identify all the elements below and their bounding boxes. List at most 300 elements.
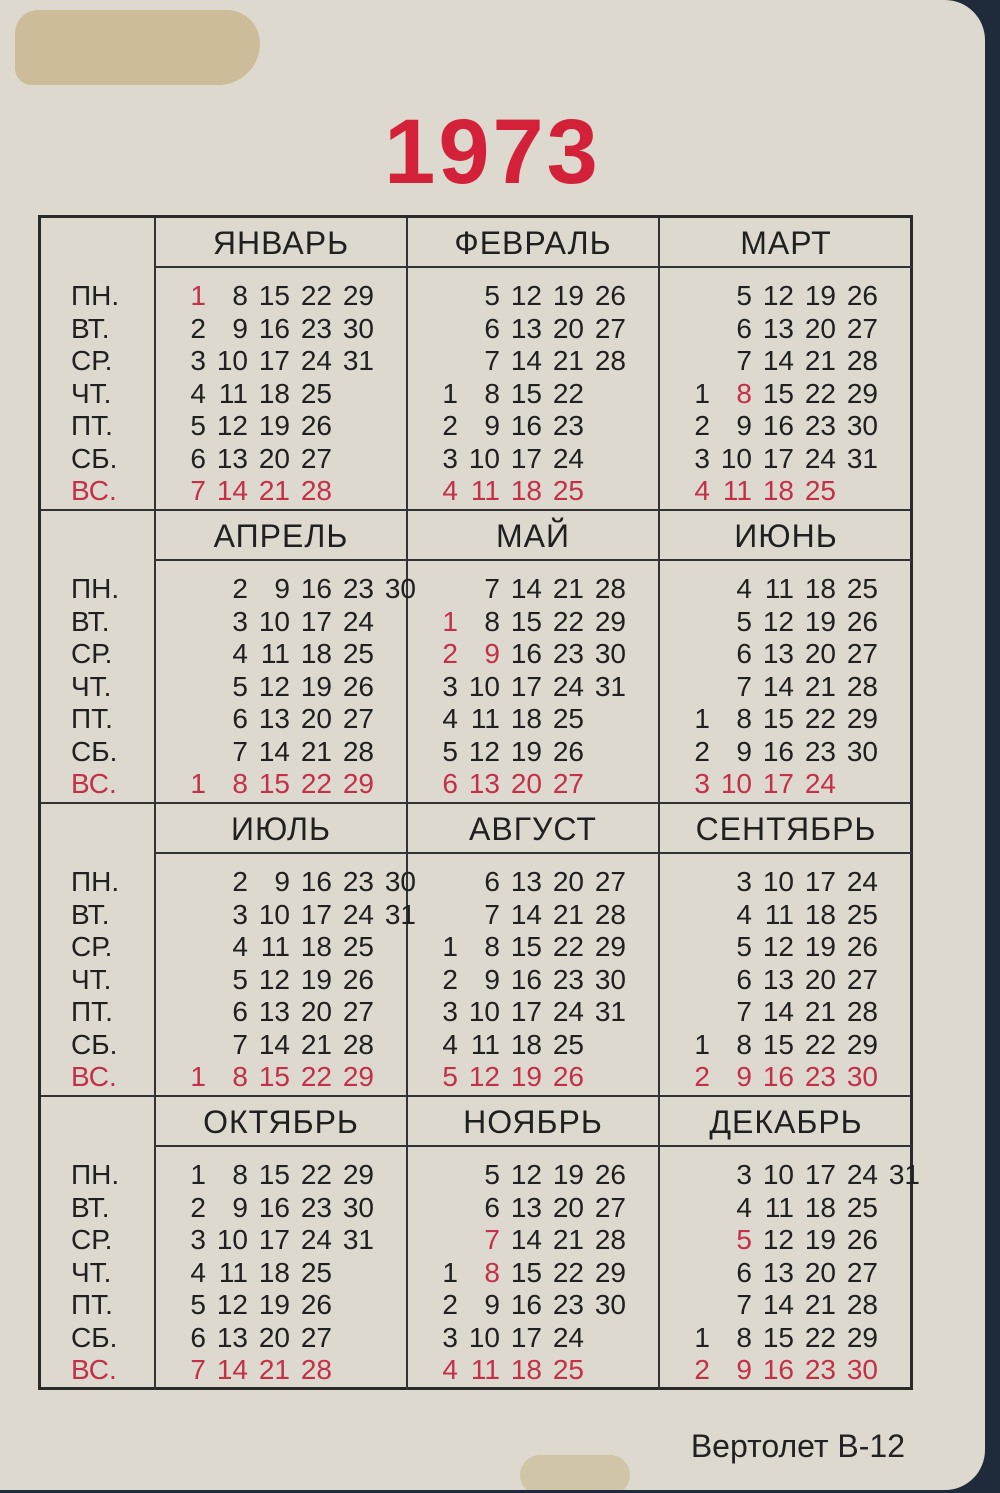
day-cell: 14	[258, 1028, 290, 1060]
month-block	[156, 511, 416, 802]
weekday-label: ВС.	[71, 475, 117, 506]
day-cell: 22	[552, 377, 584, 409]
day-cell: 20	[804, 1256, 836, 1288]
day-cell: 4	[442, 475, 458, 506]
day-cell: 10	[468, 670, 500, 702]
day-cell: 18	[258, 1256, 290, 1288]
day-cell: 16	[510, 963, 542, 995]
weekday-column	[41, 804, 156, 1095]
day-cell: 17	[510, 670, 542, 702]
day-cell: 12	[510, 1159, 542, 1190]
day-cell: 27	[594, 866, 626, 897]
day-cell: 8	[232, 280, 248, 311]
day-cell: 27	[594, 312, 626, 344]
day-cell: 18	[762, 475, 794, 506]
day-cell: 5	[232, 670, 248, 702]
quarter-row	[41, 511, 910, 804]
day-cell: 3	[694, 442, 710, 474]
day-cell: 14	[762, 996, 794, 1027]
day-cell: 10	[258, 605, 290, 637]
day-cell: 30	[846, 410, 878, 441]
day-cell: 31	[888, 1159, 920, 1190]
day-cell: 12	[216, 410, 248, 441]
day-cell: 18	[258, 377, 290, 409]
day-cell: 11	[218, 377, 248, 409]
day-cell: 1	[190, 768, 206, 799]
day-cell: 23	[300, 1191, 332, 1223]
day-cell: 2	[694, 410, 710, 441]
day-cell: 21	[552, 573, 584, 604]
day-cell: 7	[484, 345, 500, 376]
weekday-label: СР.	[71, 345, 113, 376]
day-cell: 21	[300, 1028, 332, 1060]
day-cell: 29	[342, 768, 374, 799]
day-cell: 14	[510, 898, 542, 930]
day-cell: 28	[846, 996, 878, 1027]
day-cell: 27	[594, 1191, 626, 1223]
day-cell: 3	[694, 768, 710, 799]
day-cell: 4	[736, 898, 752, 930]
month-block	[660, 1097, 920, 1390]
weekday-label: ПТ.	[71, 996, 113, 1027]
day-cell: 25	[342, 931, 374, 962]
weekday-label: ВТ.	[71, 312, 110, 344]
day-cell: 20	[804, 963, 836, 995]
day-cell: 6	[484, 866, 500, 897]
day-cell: 4	[442, 703, 458, 734]
day-cell: 1	[190, 1159, 206, 1190]
day-cell: 27	[846, 312, 878, 344]
month-name: ЯНВАРЬ	[156, 218, 406, 268]
day-cell: 26	[552, 1061, 584, 1092]
day-cell: 28	[594, 898, 626, 930]
day-cell: 21	[804, 670, 836, 702]
day-cell: 25	[552, 1354, 584, 1385]
day-cell: 17	[510, 996, 542, 1027]
day-cell: 9	[484, 1289, 500, 1320]
day-cell: 25	[804, 475, 836, 506]
day-cell: 26	[846, 280, 878, 311]
day-cell: 2	[190, 1191, 206, 1223]
day-cell: 15	[762, 1321, 794, 1353]
day-cell: 22	[552, 931, 584, 962]
day-cell: 13	[510, 1191, 542, 1223]
day-cell: 11	[218, 1256, 248, 1288]
weekday-label: СБ.	[71, 735, 118, 767]
day-cell: 12	[258, 963, 290, 995]
day-cell: 12	[762, 280, 794, 311]
day-cell: 19	[258, 1289, 290, 1320]
day-cell: 15	[258, 768, 290, 799]
month-name: НОЯБРЬ	[408, 1097, 658, 1147]
day-cell: 7	[736, 345, 752, 376]
day-cell: 22	[300, 280, 332, 311]
day-cell: 4	[736, 573, 752, 604]
day-cell: 16	[762, 1354, 794, 1385]
day-cell: 14	[510, 1224, 542, 1255]
day-cell: 3	[442, 670, 458, 702]
day-cell: 16	[258, 1191, 290, 1223]
day-cell: 8	[736, 377, 752, 409]
month-name: АВГУСТ	[408, 804, 658, 854]
footer-caption: Вертолет В-12	[690, 1428, 905, 1464]
day-cell: 22	[300, 1159, 332, 1190]
day-cell: 16	[510, 638, 542, 669]
day-cell: 13	[216, 1321, 248, 1353]
weekday-label: ЧТ.	[71, 377, 112, 409]
month-block	[156, 1097, 408, 1390]
day-cell: 19	[804, 605, 836, 637]
day-cell: 12	[510, 280, 542, 311]
day-cell: 4	[694, 475, 710, 506]
day-cell: 5	[736, 605, 752, 637]
day-cell: 8	[484, 377, 500, 409]
day-cell: 10	[216, 345, 248, 376]
day-cell: 17	[762, 442, 794, 474]
day-cell: 17	[510, 1321, 542, 1353]
day-cell: 3	[190, 345, 206, 376]
day-cell: 30	[342, 312, 374, 344]
weekday-label: ВТ.	[71, 898, 110, 930]
day-cell: 13	[258, 703, 290, 734]
day-cell: 5	[442, 735, 458, 767]
day-cell: 27	[552, 768, 584, 799]
day-cell: 19	[552, 1159, 584, 1190]
day-cell: 23	[804, 410, 836, 441]
day-cell: 29	[342, 1159, 374, 1190]
day-cell: 2	[232, 573, 248, 604]
day-cell: 2	[442, 410, 458, 441]
day-cell: 28	[846, 1289, 878, 1320]
day-cell: 14	[216, 1354, 248, 1385]
day-cell: 7	[190, 1354, 206, 1385]
day-cell: 2	[190, 312, 206, 344]
day-cell: 7	[484, 573, 500, 604]
day-cell: 13	[468, 768, 500, 799]
day-cell: 26	[342, 670, 374, 702]
day-cell: 9	[232, 1191, 248, 1223]
weekday-label: ПТ.	[71, 410, 113, 441]
day-cell: 16	[762, 1061, 794, 1092]
day-cell: 25	[552, 703, 584, 734]
day-cell: 9	[232, 312, 248, 344]
day-cell: 21	[804, 996, 836, 1027]
day-cell: 25	[846, 898, 878, 930]
day-cell: 1	[442, 605, 458, 637]
day-cell: 18	[510, 1354, 542, 1385]
day-cell: 12	[468, 735, 500, 767]
day-cell: 14	[510, 345, 542, 376]
day-cell: 4	[442, 1354, 458, 1385]
day-cell: 24	[846, 1159, 878, 1190]
day-cell: 23	[804, 1354, 836, 1385]
day-cell: 28	[594, 345, 626, 376]
day-cell: 13	[762, 638, 794, 669]
day-cell: 21	[804, 345, 836, 376]
day-cell: 21	[258, 475, 290, 506]
day-cell: 31	[594, 996, 626, 1027]
day-cell: 7	[484, 1224, 500, 1255]
day-cell: 29	[342, 1061, 374, 1092]
day-cell: 12	[762, 1224, 794, 1255]
day-cell: 30	[384, 573, 416, 604]
day-cell: 16	[258, 312, 290, 344]
day-cell: 19	[258, 410, 290, 441]
month-name: ФЕВРАЛЬ	[408, 218, 658, 268]
day-cell: 9	[274, 573, 290, 604]
day-cell: 14	[510, 573, 542, 604]
day-cell: 24	[552, 996, 584, 1027]
day-cell: 19	[510, 735, 542, 767]
weekday-label: СР.	[71, 638, 113, 669]
day-cell: 26	[300, 410, 332, 441]
day-cell: 18	[510, 1028, 542, 1060]
weekday-label: ПН.	[71, 1159, 120, 1190]
day-cell: 7	[190, 475, 206, 506]
day-cell: 16	[510, 1289, 542, 1320]
day-cell: 30	[846, 1061, 878, 1092]
day-cell: 5	[736, 1224, 752, 1255]
day-cell: 23	[342, 573, 374, 604]
day-cell: 28	[594, 573, 626, 604]
day-cell: 23	[804, 1061, 836, 1092]
weekday-label: ВТ.	[71, 1191, 110, 1223]
day-cell: 26	[594, 280, 626, 311]
weekday-label: ПТ.	[71, 703, 113, 734]
day-cell: 5	[190, 410, 206, 441]
day-cell: 21	[300, 735, 332, 767]
day-cell: 23	[552, 638, 584, 669]
day-cell: 16	[762, 410, 794, 441]
day-cell: 28	[846, 345, 878, 376]
day-cell: 13	[762, 963, 794, 995]
day-cell: 30	[846, 735, 878, 767]
day-cell: 10	[468, 442, 500, 474]
day-cell: 1	[694, 1028, 710, 1060]
weekday-label: СР.	[71, 931, 113, 962]
day-cell: 12	[762, 605, 794, 637]
day-cell: 26	[846, 1224, 878, 1255]
day-cell: 4	[190, 1256, 206, 1288]
day-cell: 9	[484, 638, 500, 669]
day-cell: 14	[258, 735, 290, 767]
day-cell: 20	[804, 312, 836, 344]
day-cell: 28	[342, 735, 374, 767]
day-cell: 26	[594, 1159, 626, 1190]
day-cell: 6	[190, 1321, 206, 1353]
day-cell: 5	[484, 1159, 500, 1190]
day-cell: 8	[232, 1061, 248, 1092]
day-cell: 22	[300, 768, 332, 799]
day-cell: 31	[342, 1224, 374, 1255]
day-cell: 3	[232, 898, 248, 930]
month-name: СЕНТЯБРЬ	[660, 804, 912, 854]
worn-patch	[520, 1455, 630, 1490]
day-cell: 11	[470, 1028, 500, 1060]
quarter-row	[41, 804, 910, 1097]
worn-patch	[15, 10, 260, 85]
day-cell: 6	[736, 638, 752, 669]
day-cell: 7	[736, 996, 752, 1027]
weekday-label: ЧТ.	[71, 1256, 112, 1288]
day-cell: 27	[846, 1256, 878, 1288]
day-cell: 30	[594, 638, 626, 669]
day-cell: 25	[552, 1028, 584, 1060]
weekday-label: СБ.	[71, 1028, 118, 1060]
day-cell: 17	[762, 768, 794, 799]
day-cell: 12	[216, 1289, 248, 1320]
day-cell: 13	[258, 996, 290, 1027]
day-cell: 6	[484, 312, 500, 344]
day-cell: 30	[384, 866, 416, 897]
day-cell: 18	[300, 638, 332, 669]
weekday-column	[41, 218, 156, 509]
day-cell: 15	[510, 605, 542, 637]
day-cell: 5	[190, 1289, 206, 1320]
day-cell: 16	[762, 735, 794, 767]
day-cell: 19	[804, 280, 836, 311]
day-cell: 9	[484, 410, 500, 441]
day-cell: 20	[258, 1321, 290, 1353]
day-cell: 2	[232, 866, 248, 897]
day-cell: 9	[274, 866, 290, 897]
day-cell: 10	[468, 1321, 500, 1353]
weekday-label: ВС.	[71, 768, 117, 799]
day-cell: 23	[552, 1289, 584, 1320]
day-cell: 24	[342, 605, 374, 637]
day-cell: 12	[468, 1061, 500, 1092]
day-cell: 11	[722, 475, 752, 506]
day-cell: 13	[762, 312, 794, 344]
day-cell: 6	[232, 703, 248, 734]
day-cell: 20	[300, 996, 332, 1027]
day-cell: 15	[762, 1028, 794, 1060]
day-cell: 16	[300, 573, 332, 604]
day-cell: 18	[510, 475, 542, 506]
day-cell: 25	[300, 1256, 332, 1288]
day-cell: 17	[258, 345, 290, 376]
day-cell: 22	[300, 1061, 332, 1092]
weekday-label: ПН.	[71, 866, 120, 897]
day-cell: 5	[232, 963, 248, 995]
day-cell: 11	[260, 931, 290, 962]
day-cell: 6	[232, 996, 248, 1027]
day-cell: 5	[442, 1061, 458, 1092]
day-cell: 1	[694, 1321, 710, 1353]
day-cell: 4	[232, 931, 248, 962]
day-cell: 15	[258, 1159, 290, 1190]
day-cell: 9	[736, 1354, 752, 1385]
day-cell: 22	[552, 1256, 584, 1288]
weekday-label: ВС.	[71, 1354, 117, 1385]
day-cell: 28	[342, 1028, 374, 1060]
day-cell: 27	[342, 996, 374, 1027]
day-cell: 11	[260, 638, 290, 669]
day-cell: 29	[846, 377, 878, 409]
day-cell: 20	[552, 1191, 584, 1223]
day-cell: 6	[190, 442, 206, 474]
day-cell: 27	[342, 703, 374, 734]
day-cell: 10	[216, 1224, 248, 1255]
day-cell: 22	[804, 703, 836, 734]
day-cell: 2	[442, 963, 458, 995]
day-cell: 30	[594, 1289, 626, 1320]
day-cell: 19	[300, 670, 332, 702]
day-cell: 21	[258, 1354, 290, 1385]
day-cell: 18	[804, 1191, 836, 1223]
day-cell: 14	[762, 1289, 794, 1320]
day-cell: 24	[300, 1224, 332, 1255]
day-cell: 24	[804, 768, 836, 799]
month-block	[660, 218, 912, 509]
month-block	[156, 218, 408, 509]
day-cell: 4	[442, 1028, 458, 1060]
day-cell: 18	[300, 931, 332, 962]
day-cell: 11	[470, 475, 500, 506]
day-cell: 31	[342, 345, 374, 376]
weekday-label: ЧТ.	[71, 963, 112, 995]
day-cell: 20	[510, 768, 542, 799]
day-cell: 10	[720, 442, 752, 474]
day-cell: 25	[846, 573, 878, 604]
day-cell: 16	[510, 410, 542, 441]
day-cell: 6	[484, 1191, 500, 1223]
day-cell: 11	[764, 573, 794, 604]
day-cell: 11	[470, 703, 500, 734]
day-cell: 2	[442, 638, 458, 669]
day-cell: 17	[510, 442, 542, 474]
day-cell: 29	[594, 931, 626, 962]
day-cell: 19	[300, 963, 332, 995]
day-cell: 21	[552, 345, 584, 376]
day-cell: 18	[804, 573, 836, 604]
quarter-row	[41, 218, 910, 511]
day-cell: 26	[342, 963, 374, 995]
day-cell: 9	[736, 410, 752, 441]
calendar-year: 1973	[384, 101, 601, 203]
day-cell: 7	[232, 735, 248, 767]
calendar-grid	[38, 215, 920, 1390]
weekday-label: СБ.	[71, 1321, 118, 1353]
day-cell: 6	[736, 1256, 752, 1288]
day-cell: 28	[300, 1354, 332, 1385]
month-name: ОКТЯБРЬ	[156, 1097, 406, 1147]
day-cell: 13	[216, 442, 248, 474]
day-cell: 26	[846, 605, 878, 637]
day-cell: 25	[846, 1191, 878, 1223]
weekday-label: СР.	[71, 1224, 113, 1255]
day-cell: 31	[846, 442, 878, 474]
day-cell: 31	[384, 898, 416, 930]
day-cell: 17	[804, 1159, 836, 1190]
day-cell: 9	[736, 735, 752, 767]
day-cell: 27	[300, 442, 332, 474]
month-name: ИЮЛЬ	[156, 804, 406, 854]
month-block	[408, 511, 660, 802]
day-cell: 26	[552, 735, 584, 767]
day-cell: 4	[190, 377, 206, 409]
day-cell: 13	[762, 1256, 794, 1288]
day-cell: 7	[232, 1028, 248, 1060]
day-cell: 10	[468, 996, 500, 1027]
day-cell: 29	[846, 1028, 878, 1060]
day-cell: 3	[232, 605, 248, 637]
weekday-label: ВТ.	[71, 605, 110, 637]
day-cell: 25	[300, 377, 332, 409]
day-cell: 20	[804, 638, 836, 669]
day-cell: 23	[552, 410, 584, 441]
day-cell: 10	[762, 1159, 794, 1190]
